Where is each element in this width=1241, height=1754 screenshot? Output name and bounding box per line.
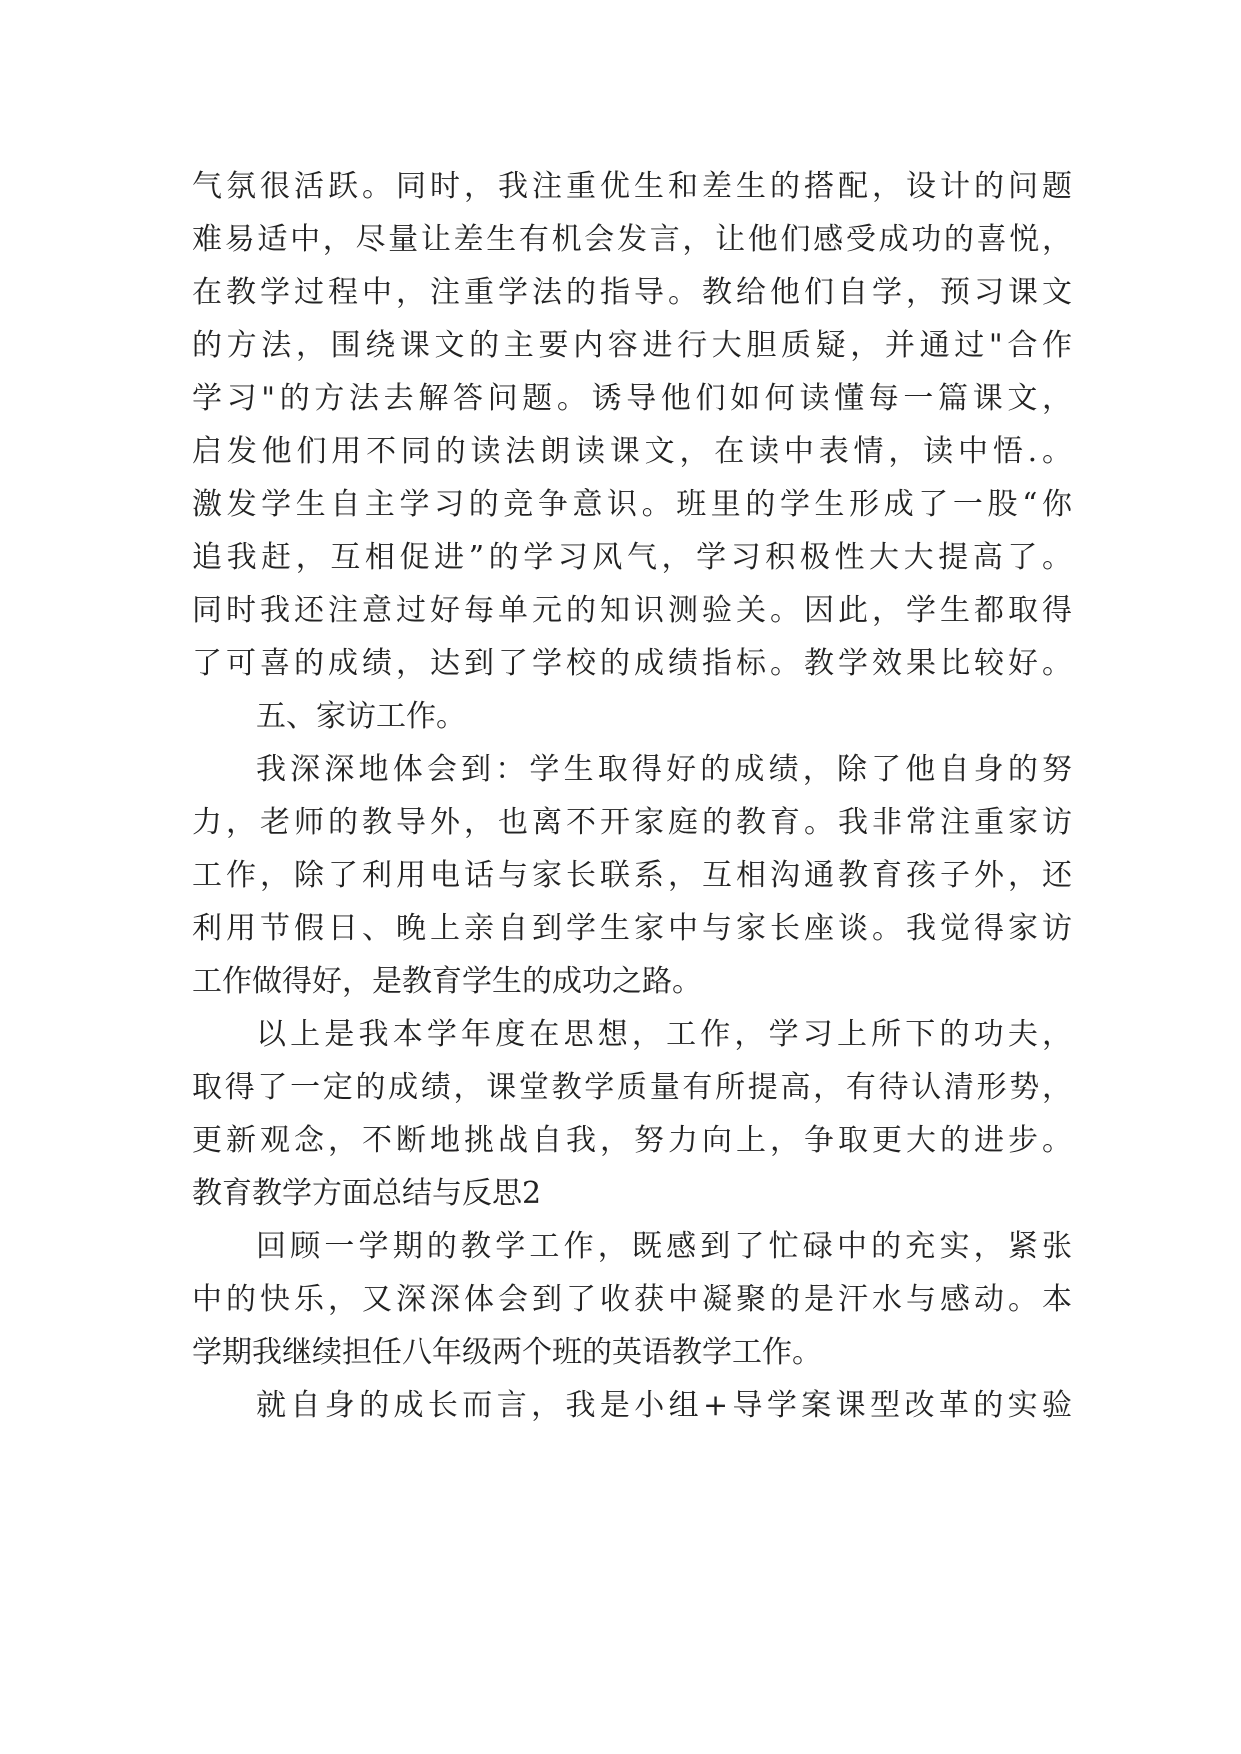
text-line: 启发他们用不同的读法朗读课文，在读中表情，读中悟.。 [192, 434, 1072, 469]
text-line: 五、家访工作。 [256, 699, 466, 734]
text-line: 以上是我本学年度在思想，工作，学习上所下的功夫， [256, 1017, 1072, 1052]
text-line: 更新观念，不断地挑战自我，努力向上，争取更大的进步。 [192, 1123, 1072, 1158]
text-line: 就自身的成长而言，我是小组+导学案课型改革的实验 [256, 1388, 1072, 1423]
text-line: 取得了一定的成绩，课堂教学质量有所提高，有待认清形势， [192, 1070, 1072, 1105]
text-line: 利用节假日、晚上亲自到学生家中与家长座谈。我觉得家访 [192, 911, 1072, 946]
text-line: 学习"的方法去解答问题。诱导他们如何读懂每一篇课文， [192, 381, 1072, 416]
text-line: 气氛很活跃。同时，我注重优生和差生的搭配，设计的问题 [192, 169, 1072, 204]
text-line: 了可喜的成绩，达到了学校的成绩指标。教学效果比较好。 [192, 646, 1072, 681]
text-line: 难易适中，尽量让差生有机会发言，让他们感受成功的喜悦， [192, 222, 1072, 257]
text-line: 追我赶，互相促进”的学习风气，学习积极性大大提高了。 [192, 540, 1072, 575]
text-line: 工作做得好，是教育学生的成功之路。 [192, 964, 702, 999]
text-line: 同时我还注意过好每单元的知识测验关。因此，学生都取得 [192, 593, 1072, 628]
text-line: 力，老师的教导外，也离不开家庭的教育。我非常注重家访 [192, 805, 1072, 840]
text-line: 在教学过程中，注重学法的指导。教给他们自学，预习课文 [192, 275, 1072, 310]
text-line: 回顾一学期的教学工作，既感到了忙碌中的充实，紧张 [256, 1229, 1072, 1264]
text-line: 激发学生自主学习的竞争意识。班里的学生形成了一股“你 [192, 487, 1072, 522]
text-line: 工作，除了利用电话与家长联系，互相沟通教育孩子外，还 [192, 858, 1072, 893]
text-line: 中的快乐，又深深体会到了收获中凝聚的是汗水与感动。本 [192, 1282, 1072, 1317]
text-line: 的方法，围绕课文的主要内容进行大胆质疑，并通过"合作 [192, 328, 1072, 363]
text-line: 学期我继续担任八年级两个班的英语教学工作。 [192, 1335, 822, 1370]
text-line: 教育教学方面总结与反思2 [192, 1176, 542, 1211]
text-line: 我深深地体会到：学生取得好的成绩，除了他自身的努 [256, 752, 1072, 787]
document-body [192, 160, 1072, 1432]
